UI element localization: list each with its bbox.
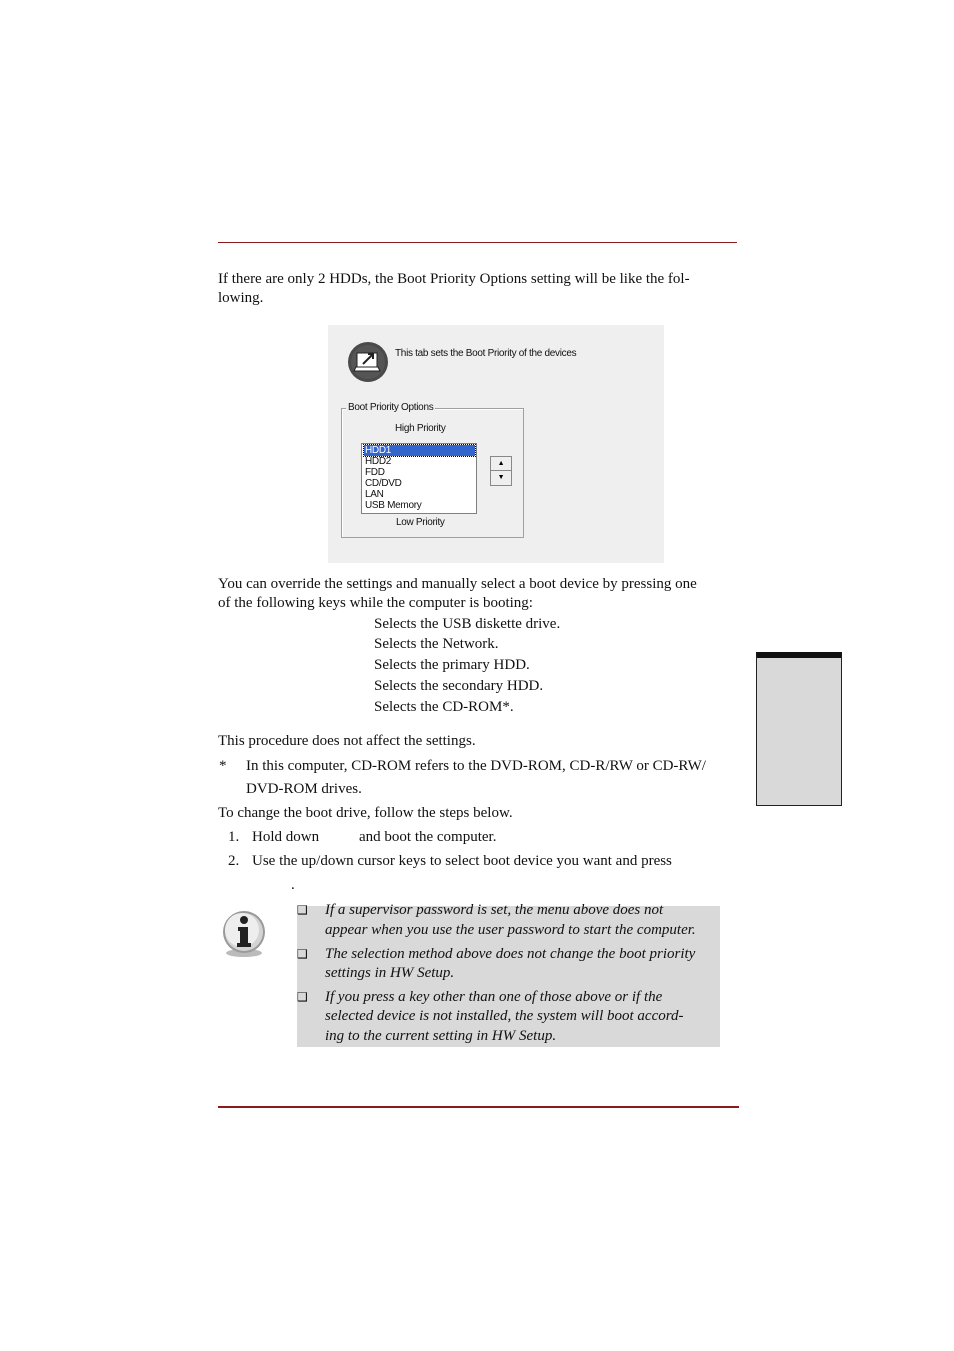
boot-device-icon xyxy=(347,341,389,383)
key-description: Selects the Network. xyxy=(374,636,499,652)
override-line-1: You can override the settings and manually select a boot device by pressing one xyxy=(218,576,697,592)
group-label: Boot Priority Options xyxy=(348,402,434,413)
info-icon xyxy=(220,908,268,958)
boot-device-list[interactable] xyxy=(361,443,477,514)
screenshot-description: This tab sets the Boot Priority of the devices xyxy=(395,348,577,359)
checkbox-bullet-icon: ❑ xyxy=(297,903,308,917)
note-text: If you press a key other than one of those above or if the xyxy=(325,989,663,1005)
list-item[interactable]: HDD1 xyxy=(364,445,475,456)
up-arrow-icon[interactable]: ▲ xyxy=(491,457,511,471)
step-text: . xyxy=(291,877,295,893)
note-text: ing to the current setting in HW Setup. xyxy=(325,1028,557,1044)
note-text: selected device is not installed, the system will boot accord- xyxy=(325,1008,684,1024)
list-item[interactable]: LAN xyxy=(365,489,384,500)
step-text: Hold down xyxy=(252,829,320,845)
chapter-side-tab xyxy=(756,652,842,806)
note-text: If a supervisor password is set, the menu above does not xyxy=(325,902,664,918)
note-text: appear when you use the user password to start the computer. xyxy=(325,922,696,938)
boot-priority-screenshot xyxy=(328,325,664,563)
note-text: The selection method above does not change the boot priority xyxy=(325,946,696,962)
intro-line-2: lowing. xyxy=(218,290,264,306)
key-description: Selects the CD-ROM*. xyxy=(374,699,514,715)
procedure-note: This procedure does not affect the settings. xyxy=(218,733,476,749)
footnote-mark: * xyxy=(219,758,227,774)
steps-intro: To change the boot drive, follow the steps below. xyxy=(218,805,513,821)
list-item[interactable]: CD/DVD xyxy=(365,478,402,489)
step-text: and boot the computer. xyxy=(359,829,497,845)
footnote-line-2: DVD-ROM drives. xyxy=(246,781,362,797)
footnote-line-1: In this computer, CD-ROM refers to the DVD-ROM, CD-R/RW or CD-RW/ xyxy=(246,758,706,774)
list-item[interactable]: FDD xyxy=(365,467,385,478)
footer-rule xyxy=(218,1106,739,1108)
low-priority-label: Low Priority xyxy=(396,517,445,528)
intro-line-1: If there are only 2 HDDs, the Boot Priority Options setting will be like the fol- xyxy=(218,271,690,287)
down-arrow-icon[interactable]: ▼ xyxy=(497,474,505,481)
step-number: 1. xyxy=(228,829,240,845)
step-number: 2. xyxy=(228,853,240,869)
header-rule xyxy=(218,242,737,243)
list-item[interactable]: USB Memory xyxy=(365,500,422,511)
step-text: Use the up/down cursor keys to select boot device you want and press xyxy=(252,853,672,869)
checkbox-bullet-icon: ❑ xyxy=(297,947,308,961)
override-line-2: of the following keys while the computer is booting: xyxy=(218,595,533,611)
key-description: Selects the primary HDD. xyxy=(374,657,530,673)
high-priority-label: High Priority xyxy=(395,423,446,434)
priority-spin-control[interactable] xyxy=(490,456,512,486)
key-description: Selects the secondary HDD. xyxy=(374,678,544,694)
note-text: settings in HW Setup. xyxy=(325,965,455,981)
list-item[interactable]: HDD2 xyxy=(365,456,392,467)
checkbox-bullet-icon: ❑ xyxy=(297,990,308,1004)
key-description: Selects the USB diskette drive. xyxy=(374,616,561,632)
